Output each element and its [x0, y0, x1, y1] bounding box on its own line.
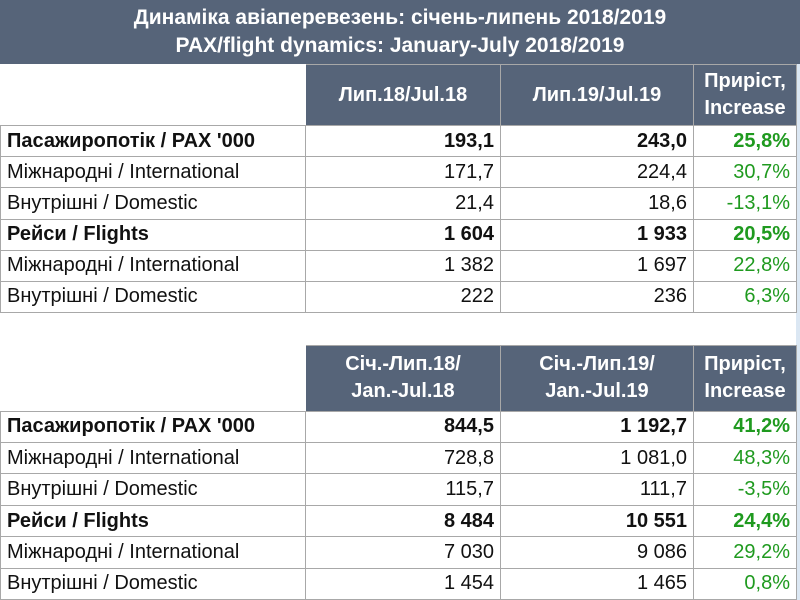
- increase-value: 25,8%: [694, 126, 797, 157]
- row-label: Пасажиропотік / PAX '000: [1, 411, 306, 442]
- table-row: [1, 505, 797, 536]
- table-row: [1, 537, 797, 568]
- row-label: Рейси / Flights: [1, 505, 306, 536]
- value-prev-year: 1 604: [306, 219, 501, 250]
- value-curr-year: 1 465: [501, 568, 694, 599]
- table-row: [1, 281, 797, 312]
- value-curr-year: 10 551: [501, 505, 694, 536]
- value-curr-year: 111,7: [501, 474, 694, 505]
- value-curr-year: 236: [501, 281, 694, 312]
- increase-value: 24,4%: [694, 505, 797, 536]
- increase-value: 0,8%: [694, 568, 797, 599]
- value-curr-year: 1 697: [501, 250, 694, 281]
- row-label: Пасажиропотік / PAX '000: [1, 126, 306, 157]
- increase-value: -3,5%: [694, 474, 797, 505]
- value-prev-year: 728,8: [306, 443, 501, 474]
- row-label: Міжнародні / International: [1, 443, 306, 474]
- value-curr-year: 224,4: [501, 157, 694, 188]
- increase-value: 48,3%: [694, 443, 797, 474]
- table-separator: [0, 313, 800, 345]
- row-label: Внутрішні / Domestic: [1, 474, 306, 505]
- value-prev-year: 193,1: [306, 126, 501, 157]
- increase-value: 41,2%: [694, 411, 797, 442]
- increase-value: 6,3%: [694, 281, 797, 312]
- header-jul18: Лип.18/Jul.18: [306, 65, 501, 126]
- row-label: Міжнародні / International: [1, 157, 306, 188]
- table-row: [1, 250, 797, 281]
- value-curr-year: 1 933: [501, 219, 694, 250]
- value-curr-year: 1 081,0: [501, 443, 694, 474]
- table-row: [1, 219, 797, 250]
- title-banner: [0, 0, 800, 64]
- july-table-header: [1, 65, 797, 126]
- header-blank-cell: [1, 346, 306, 412]
- increase-value: 20,5%: [694, 219, 797, 250]
- jan-jul-table-header: [1, 346, 797, 412]
- value-prev-year: 8 484: [306, 505, 501, 536]
- title-ukrainian: Динаміка авіаперевезень: січень-липень 2018/2019: [133, 6, 667, 29]
- table-row: [1, 188, 797, 219]
- row-label: Внутрішні / Domestic: [1, 188, 306, 219]
- value-prev-year: 222: [306, 281, 501, 312]
- header-jan-jul19: Січ.-Лип.19/ Jan.-Jul.19: [501, 346, 694, 412]
- increase-value: 29,2%: [694, 537, 797, 568]
- value-curr-year: 243,0: [501, 126, 694, 157]
- value-prev-year: 171,7: [306, 157, 501, 188]
- row-label: Міжнародні / International: [1, 250, 306, 281]
- header-increase: Приріст, Increase: [694, 346, 797, 412]
- value-prev-year: 115,7: [306, 474, 501, 505]
- header-jan-jul18: Січ.-Лип.18/ Jan.-Jul.18: [306, 346, 501, 412]
- increase-value: 22,8%: [694, 250, 797, 281]
- table-row: [1, 126, 797, 157]
- header-increase: Приріст, Increase: [694, 65, 797, 126]
- header-blank-cell: [1, 65, 306, 126]
- row-label: Міжнародні / International: [1, 537, 306, 568]
- value-curr-year: 1 192,7: [501, 411, 694, 442]
- value-prev-year: 1 382: [306, 250, 501, 281]
- increase-value: 30,7%: [694, 157, 797, 188]
- table-row: [1, 411, 797, 442]
- table-row: [1, 443, 797, 474]
- value-prev-year: 844,5: [306, 411, 501, 442]
- table-row: [1, 474, 797, 505]
- table-row: [1, 568, 797, 599]
- row-label: Рейси / Flights: [1, 219, 306, 250]
- value-prev-year: 21,4: [306, 188, 501, 219]
- increase-value: -13,1%: [694, 188, 797, 219]
- jan-jul-table: [0, 345, 797, 600]
- row-label: Внутрішні / Domestic: [1, 568, 306, 599]
- value-prev-year: 1 454: [306, 568, 501, 599]
- row-label: Внутрішні / Domestic: [1, 281, 306, 312]
- header-jul19: Лип.19/Jul.19: [501, 65, 694, 126]
- july-table: [0, 64, 797, 313]
- value-curr-year: 18,6: [501, 188, 694, 219]
- title-english: PAX/flight dynamics: January-July 2018/2019: [175, 34, 625, 57]
- value-curr-year: 9 086: [501, 537, 694, 568]
- table-row: [1, 157, 797, 188]
- value-prev-year: 7 030: [306, 537, 501, 568]
